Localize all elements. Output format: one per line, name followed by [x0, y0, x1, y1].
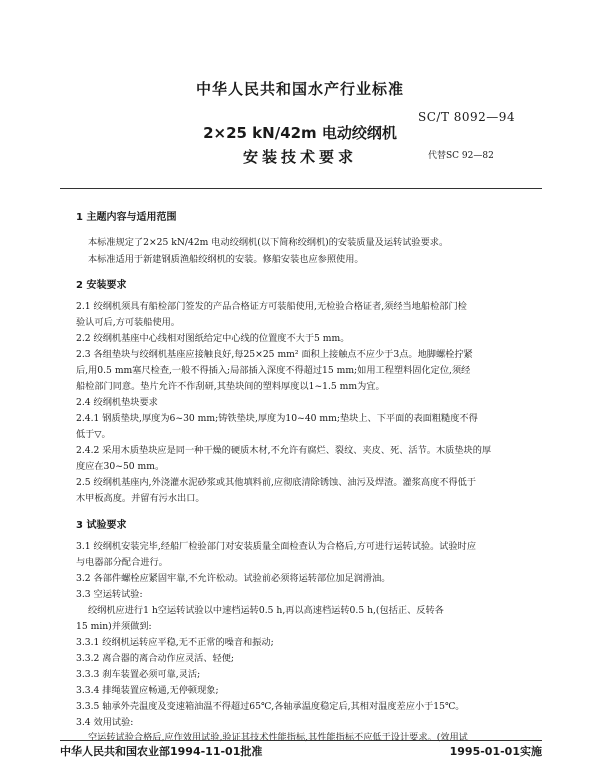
paragraph-line: 3.3.5 轴承外壳温度及变速箱油温不得超过65℃,各轴承温度稳定后,其相对温度差应小于15℃。 — [76, 701, 465, 712]
paragraph-line: 2.4.1 钢质垫块,厚度为6~30 mm;铸铁垫块,厚度为10~40 mm;垫块上、下平面的表面粗糙度不得 — [76, 413, 478, 424]
paragraph-line: 2.4.2 采用木质垫块应是同一种干燥的硬质木材,不允许有腐烂、裂纹、夹皮、死、活节。木质垫块的厚 — [76, 445, 492, 456]
paragraph-line: 3.4 效用试验: — [76, 717, 134, 728]
section-heading: 1 主题内容与适用范围 — [76, 212, 177, 223]
section-heading: 2 安装要求 — [76, 280, 127, 291]
paragraph-line: 空运转试验合格后,应作效用试验,验证其技术性能指标,其性能指标不应低于设计要求。(效用试 — [88, 732, 468, 743]
paragraph-line: 木甲板高度。并留有污水出口。 — [76, 493, 205, 504]
paragraph-line: 2.5 绞纲机基座内,外浇灌水泥砂浆或其他填料前,应彻底清除锈蚀、油污及焊渣。灌浆高度不得低于 — [76, 477, 477, 488]
paragraph-line: 船检部门同意。垫片允许不作刮研,其垫块间的塑料厚度以1~1.5 mm为宜。 — [76, 381, 385, 392]
paragraph-line: 2.3 各组垫块与绞纲机基座应接触良好,每25×25 mm² 面积上接触点不应少于3点。地脚螺栓拧紧 — [76, 349, 473, 360]
paragraph-line: 3.3.3 刹车装置必须可靠,灵活; — [76, 669, 201, 680]
document-subtitle: 安装技术要求 — [242, 148, 357, 166]
paragraph-line: 2.1 绞纲机须具有船检部门签发的产品合格证方可装船使用,无检验合格证者,须经当地船检部门检 — [76, 301, 467, 312]
paragraph-line: 3.3.1 绞纲机运转应平稳,无不正常的噪音和振动; — [76, 637, 274, 648]
paragraph-line: 2.2 绞纲机基座中心线相对图纸给定中心线的位置度不大于5 mm。 — [76, 333, 350, 344]
document-title: 2×25 kN/42m 电动绞纲机 — [203, 124, 397, 142]
footer-divider — [60, 740, 542, 741]
paragraph-line: 本标准适用于新建钢质渔船绞纲机的安装。修船安装也应参照使用。 — [88, 254, 364, 265]
paragraph-line: 绞纲机应进行1 h空运转试验以中速档运转0.5 h,再以高速档运转0.5 h,(包括正、反转各 — [88, 605, 444, 616]
replaces-standard: 代替SC 92—82 — [428, 151, 494, 161]
paragraph-line: 与电器部分配合进行。 — [76, 557, 168, 568]
effective-date: 1995-01-01实施 — [449, 745, 542, 758]
paragraph-line: 验认可后,方可装船使用。 — [76, 317, 180, 328]
paragraph-line: 3.3.2 离合器的离合动作应灵活、轻便; — [76, 653, 235, 664]
paragraph-line: 3.2 各部件螺栓应紧固牢靠,不允许松动。试验前必须将运转部位加足润滑油。 — [76, 573, 391, 584]
standard-code: SC/T 8092—94 — [418, 110, 516, 124]
approval-info: 中华人民共和国农业部1994-11-01批准 — [60, 745, 263, 758]
paragraph-line: 2.4 绞纲机垫块要求 — [76, 397, 158, 408]
paragraph-line: 本标准规定了2×25 kN/42m 电动绞纲机(以下简称绞纲机)的安装质量及运转试验要求。 — [88, 237, 449, 248]
paragraph-line: 后,用0.5 mm塞尺检查,一般不得插入;局部插入深度不得超过15 mm;如用工程塑料固化定位,须经 — [76, 365, 471, 376]
paragraph-line: 3.1 绞纲机安装完毕,经船厂检验部门对安装质量全面检查认为合格后,方可进行运转试验。试验时应 — [76, 541, 477, 552]
paragraph-line: 3.3.4 排绳装置应畅通,无停顿现象; — [76, 685, 219, 696]
paragraph-line: 低于▽。 — [76, 429, 111, 440]
paragraph-line: 3.3 空运转试验: — [76, 589, 143, 600]
header-divider — [60, 188, 542, 189]
paragraph-line: 度应在30~50 mm。 — [76, 461, 165, 472]
paragraph-line: 15 min)并须做到: — [76, 621, 152, 632]
standard-category-header: 中华人民共和国水产行业标准 — [195, 80, 404, 98]
section-heading: 3 试验要求 — [76, 520, 127, 531]
